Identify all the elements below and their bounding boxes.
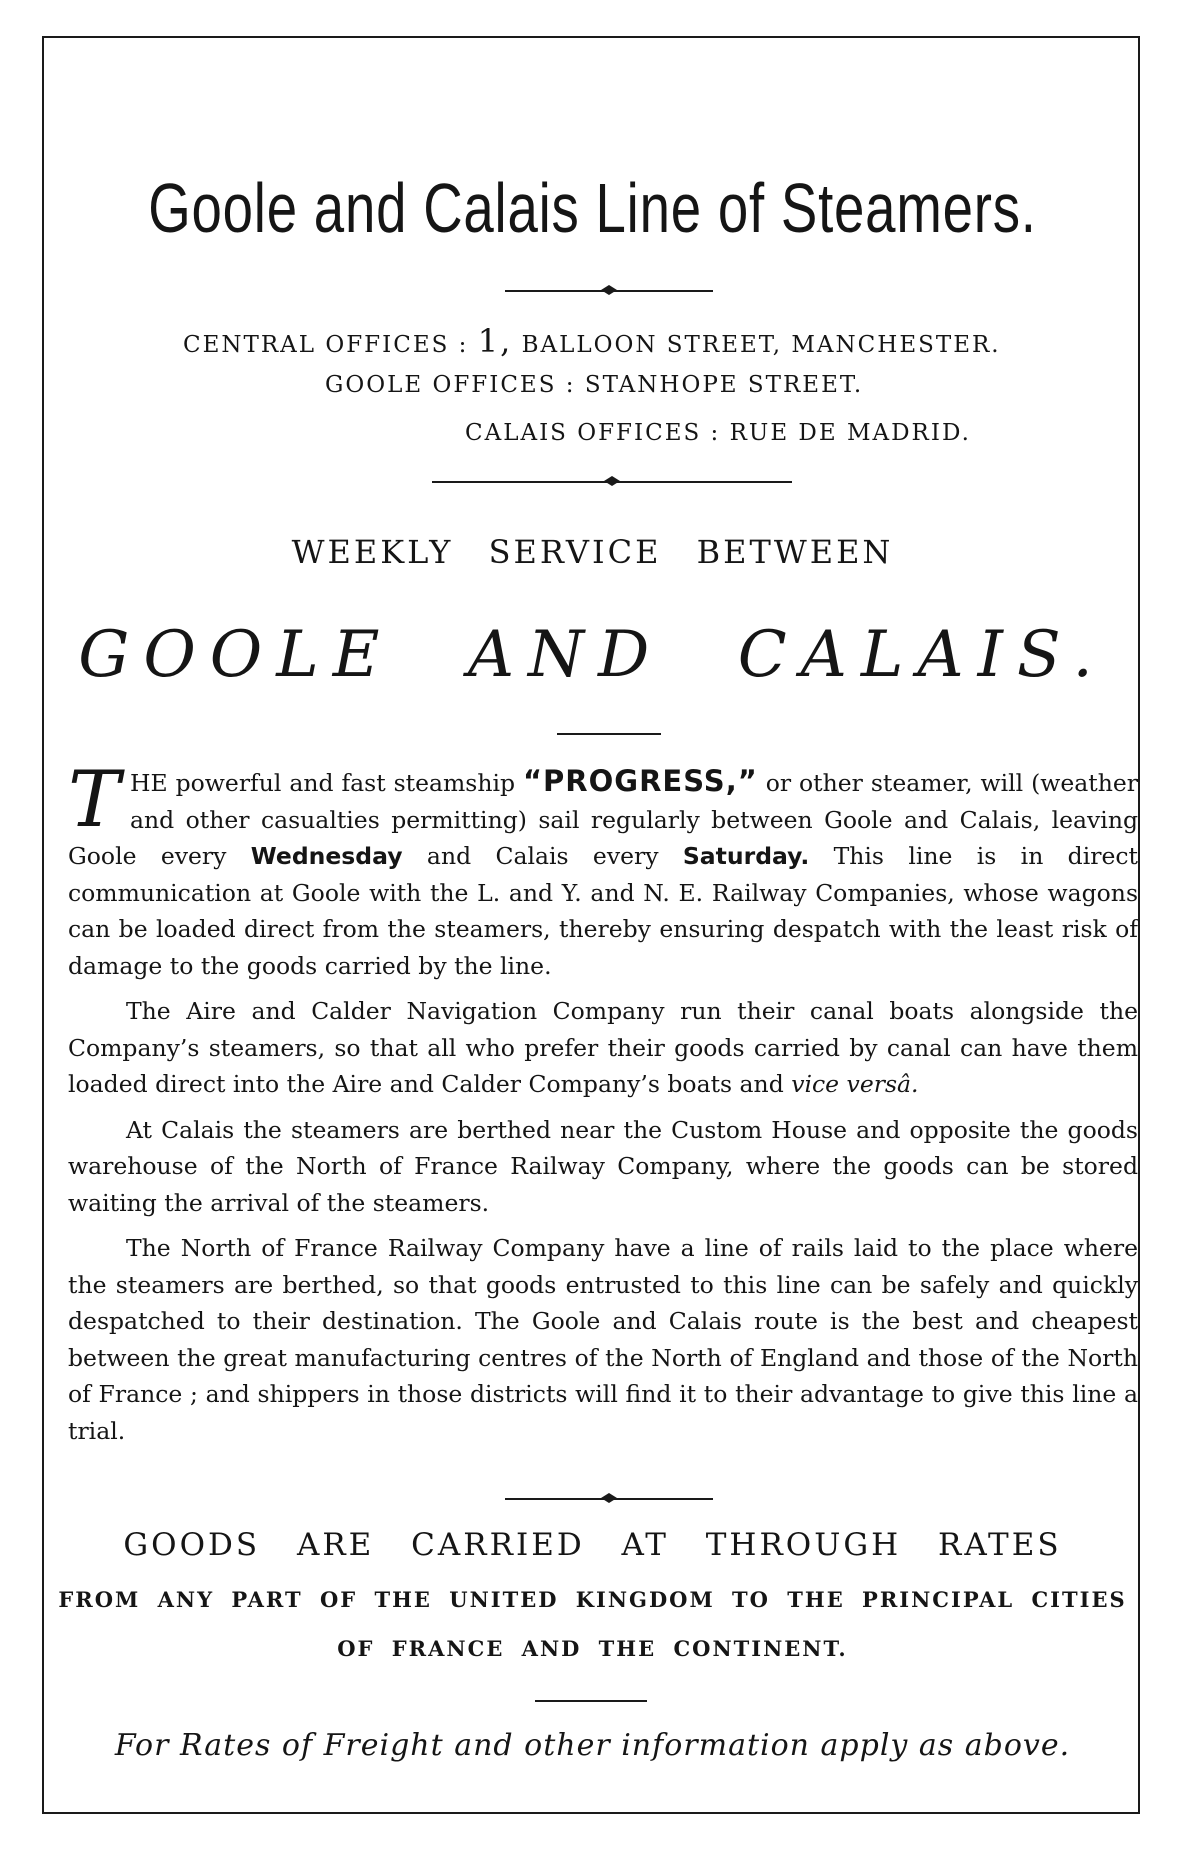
page-title: Goole and Calais Line of Steamers. <box>148 169 1037 247</box>
central-offices-address: BALLOON STREET, MANCHESTER. <box>521 332 1001 358</box>
body-text <box>68 755 1138 1458</box>
calais-offices-line: CALAIS OFFICES : RUE DE MADRID. <box>465 420 971 446</box>
central-offices-number: 1, <box>477 322 513 360</box>
paragraph-4: The North of France Railway Company have a line of rails laid to the place where the steamers are berthed, so that goods entrusted to this line can be safely and quickly despatched to their destination. The Goole and Calais route is the best and cheapest between the great manufacturing centres of the North of England and those of the North of France ; and shippers in those districts will find it to their advantage to give this line a trial. <box>68 1234 1138 1445</box>
goods-line-2: OF FRANCE AND THE CONTINENT. <box>337 1636 848 1661</box>
central-offices-label: CENTRAL OFFICES : <box>183 332 469 358</box>
footer-note: For Rates of Freight and other information apply as above. <box>114 1728 1071 1763</box>
goods-heading: GOODS ARE CARRIED AT THROUGH RATES <box>123 1527 1062 1563</box>
paragraph-3: At Calais the steamers are berthed near the Custom House and opposite the goods warehouse of the North of France Railway Company, where the goods can be stored waiting the arrival of the steamers. <box>68 1115 1138 1217</box>
vice-versa: vice versâ. <box>791 1070 919 1098</box>
goods-line-1: FROM ANY PART OF THE UNITED KINGDOM TO THE PRINCIPAL CITIES <box>58 1587 1127 1612</box>
ornamental-divider <box>432 474 792 490</box>
ornamental-divider <box>505 1491 713 1507</box>
day-saturday: Saturday. <box>682 842 810 870</box>
ornamental-divider <box>505 283 713 299</box>
paragraph-2: The Aire and Calder Navigation Company run their canal boats alongside the Company’s steamers, so that all who prefer their goods carried by canal can have them loaded direct into the Aire and Calder Company’s boats and vice versâ. <box>68 997 1138 1098</box>
short-rule <box>557 733 661 735</box>
day-wednesday: Wednesday <box>250 842 403 870</box>
drop-cap: T <box>68 755 121 845</box>
decorative-heading: GOOLE AND CALAIS. <box>78 618 1107 692</box>
goole-offices-line: GOOLE OFFICES : STANHOPE STREET. <box>325 372 864 398</box>
paragraph-1: THE powerful and fast steamship “PROGRESS,” or other steamer, will (weather and other casualties permitting) sail regularly between Goole and Calais, leaving Goole every Wednesday and Calais every Saturday. This line is in direct communication at Goole with the L. and Y. and N. E. Railway Companies, whose wagons can be loaded direct from the steamers, thereby ensuring despatch with the least risk of damage to the goods carried by the line. <box>68 755 1138 980</box>
short-rule <box>535 1700 647 1702</box>
ship-name: “PROGRESS,” <box>522 764 758 798</box>
central-offices-line <box>183 322 1001 360</box>
weekly-service-heading: WEEKLY SERVICE BETWEEN <box>291 533 894 571</box>
